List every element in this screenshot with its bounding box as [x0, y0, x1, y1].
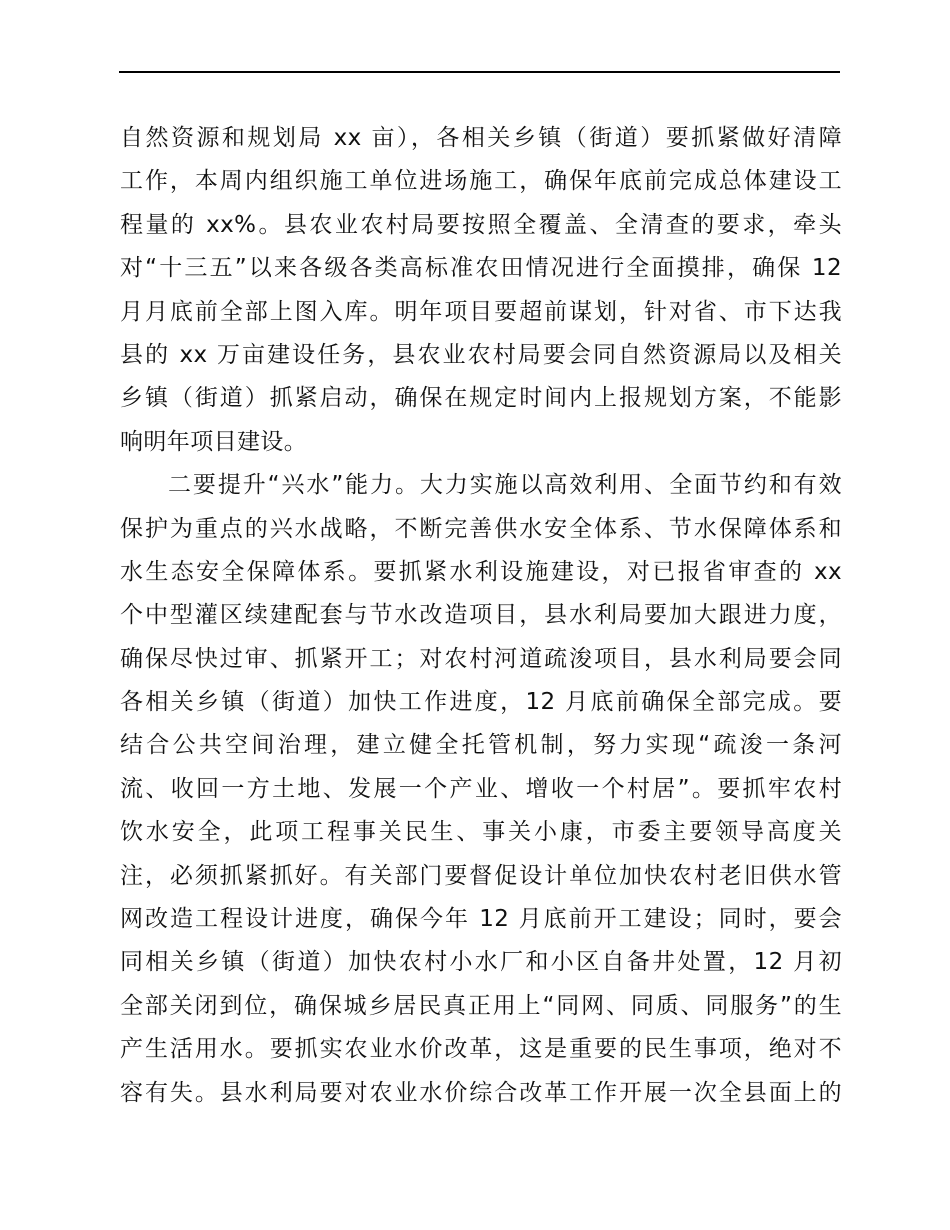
text-line: 注，必须抓紧抓好。有关部门要督促设计单位加快农村老旧供水管: [120, 862, 842, 889]
text-line: 对“十三五”以来各级各类高标准农田情况进行全面摸排，确保 12: [120, 255, 842, 282]
text-line: 各相关乡镇（街道）加快工作进度，12 月底前确保全部完成。要: [120, 689, 842, 716]
text-line: 月月底前全部上图入库。明年项目要超前谋划，针对省、市下达我: [120, 298, 842, 325]
text-line: 容有失。县水利局要对农业水价综合改革工作开展一次全县面上的: [120, 1079, 842, 1106]
text-line: 县的 xx 万亩建设任务，县农业农村局要会同自然资源局以及相关: [120, 341, 842, 368]
text-line: 同相关乡镇（街道）加快农村小水厂和小区自备井处置，12 月初: [120, 949, 842, 976]
text-line: 程量的 xx%。县农业农村局要按照全覆盖、全清查的要求，牵头: [120, 211, 842, 238]
text-line: 饮水安全，此项工程事关民生、事关小康，市委主要领导高度关: [120, 819, 842, 846]
text-line: 全部关闭到位，确保城乡居民真正用上“同网、同质、同服务”的生: [120, 992, 842, 1019]
paragraph-end-line: 响明年项目建设。: [120, 428, 308, 455]
paragraph-start-line: 二要提升“兴水”能力。大力实施以高效利用、全面节约和有效: [168, 472, 842, 499]
text-line: 个中型灌区续建配套与节水改造项目，县水利局要加大跟进力度，: [120, 602, 842, 629]
text-line: 保护为重点的兴水战略，不断完善供水安全体系、节水保障体系和: [120, 515, 842, 542]
text-line: 网改造工程设计进度，确保今年 12 月底前开工建设；同时，要会: [120, 906, 842, 933]
document-body: [120, 117, 842, 1115]
text-line: 自然资源和规划局 xx 亩），各相关乡镇（街道）要抓紧做好清障: [120, 125, 842, 151]
text-line: 结合公共空间治理，建立健全托管机制，努力实现“疏浚一条河: [120, 732, 842, 759]
text-line: 流、收回一方土地、发展一个产业、增收一个村居”。要抓牢农村: [120, 775, 842, 802]
text-line: 产生活用水。要抓实农业水价改革，这是重要的民生事项，绝对不: [120, 1036, 842, 1063]
text-line: 乡镇（街道）抓紧启动，确保在规定时间内上报规划方案，不能影: [120, 385, 842, 412]
header-rule: [119, 71, 840, 73]
text-line: 水生态安全保障体系。要抓紧水利设施建设，对已报省审查的 xx: [120, 558, 842, 585]
text-line: 确保尽快过审、抓紧开工；对农村河道疏浚项目，县水利局要会同: [120, 645, 842, 672]
text-line: 工作，本周内组织施工单位进场施工，确保年底前完成总体建设工: [120, 168, 842, 195]
